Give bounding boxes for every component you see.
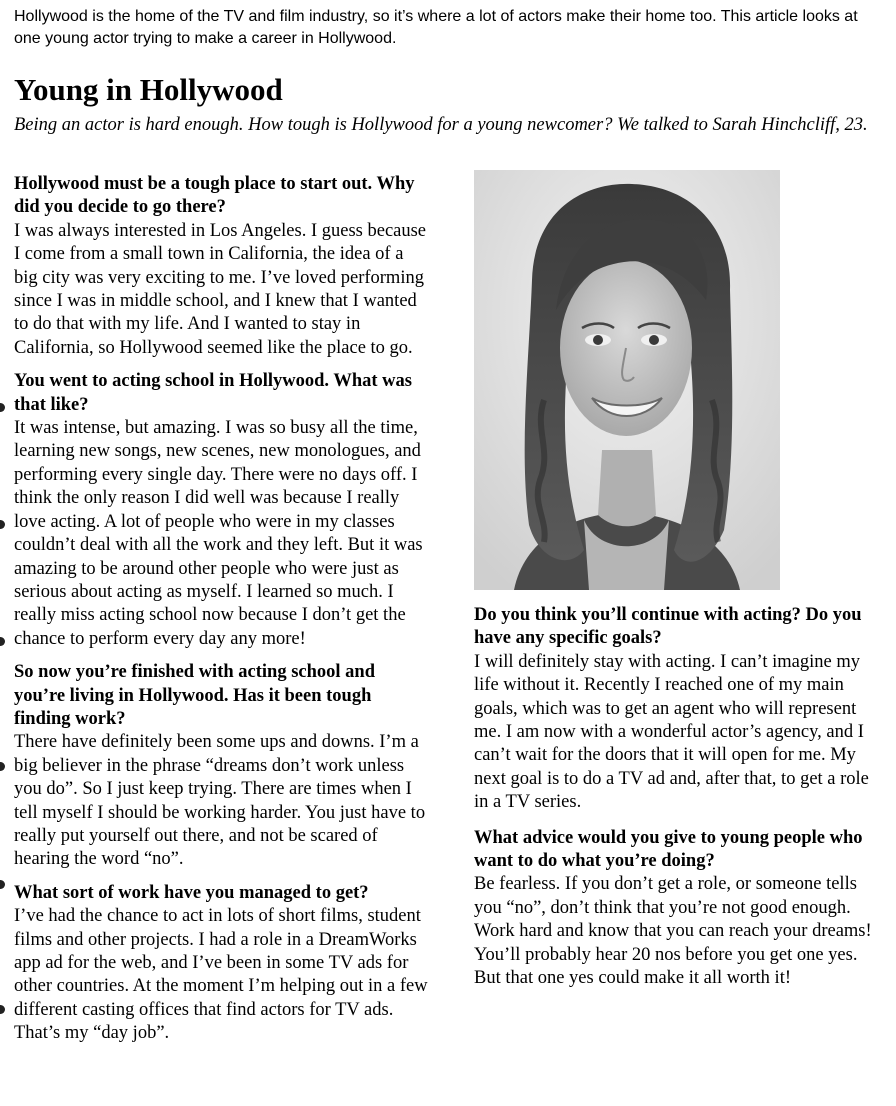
answer: There have definitely been some ups and downs. I’m a big believer in the phrase “dreams don’t work unless you do”. So I just keep trying. There are times when I tell myself I should be working harder. You just have to really put yourself out there, and not be scared of hearing the word “no”. bbox=[14, 732, 426, 870]
article-title: Young in Hollywood bbox=[14, 72, 283, 107]
question: Hollywood must be a tough place to start out. Why did you decide to go there? bbox=[14, 174, 415, 218]
left-margin-marker bbox=[0, 880, 5, 889]
answer: It was intense, but amazing. I was so busy all the time, learning new songs, new scenes, new monologues, and performing every single day. There were no days off. I think the only reason I did well was because I really love acting. A lot of people who were in my classes couldn’t deal with all the work and they left. But it was amazing to be around other people who were just as serious about acting as myself. I learned so much. I really miss acting school now because I don’t get the chance to perform every day any more! bbox=[14, 418, 423, 649]
qa-block bbox=[474, 604, 886, 815]
portrait-illustration bbox=[474, 170, 780, 590]
left-margin-marker bbox=[0, 520, 5, 529]
question: So now you’re finished with acting school and you’re living in Hollywood. Has it been tough finding work? bbox=[14, 662, 375, 729]
question: Do you think you’ll continue with acting? Do you have any specific goals? bbox=[474, 605, 862, 649]
qa-block bbox=[14, 370, 429, 651]
qa-block bbox=[14, 882, 429, 1046]
left-margin-marker bbox=[0, 1005, 5, 1014]
qa-block bbox=[14, 661, 429, 872]
left-column bbox=[14, 173, 429, 1056]
right-column bbox=[474, 604, 886, 1001]
qa-block bbox=[474, 827, 886, 991]
qa-block bbox=[14, 173, 429, 360]
question: You went to acting school in Hollywood. What was that like? bbox=[14, 371, 412, 415]
left-margin-marker bbox=[0, 762, 5, 771]
answer: I will definitely stay with acting. I can’t imagine my life without it. Recently I reached one of my main goals, which was to get an agent who will represent me. I am now with a wonderful actor’s agency, and I can’t wait for the doors that it will open for me. My next goal is to do a TV ad and, after that, to get a role in a TV series. bbox=[474, 651, 869, 813]
article-subtitle: Being an actor is hard enough. How tough is Hollywood for a young newcomer? We talked to Sarah Hinchcliff, 23. bbox=[14, 115, 868, 135]
question: What sort of work have you managed to get? bbox=[14, 882, 369, 903]
question: What advice would you give to young people who want to do what you’re doing? bbox=[474, 827, 863, 872]
answer: Be fearless. If you don’t get a role, or someone tells you “no”, don’t think that you’re not good enough. Work hard and know that you can reach your dreams! You’ll probably hear 20 nos before you get one yes. But that one yes could make it all worth it! bbox=[474, 874, 872, 989]
left-margin-marker bbox=[0, 403, 5, 412]
answer: I was always interested in Los Angeles. I guess because I come from a small town in California, the idea of a big city was very exciting to me. I’ve loved performing since I was in middle school, and I knew that I wanted to do that with my life. And I wanted to stay in California, so Hollywood seemed like the place to go. bbox=[14, 220, 427, 358]
left-margin-marker bbox=[0, 637, 5, 646]
answer: I’ve had the chance to act in lots of short films, student films and other projects. I had a role in a DreamWorks app ad for the web, and I’ve been in some TV ads for other countries. At the moment I’m helping out in a few different casting offices that find actors for TV ads. That’s my “day job”. bbox=[14, 906, 428, 1044]
intro-text: Hollywood is the home of the TV and film industry, so it’s where a lot of actors make their home too. This article looks at one young actor trying to make a career in Hollywood. bbox=[14, 8, 858, 47]
portrait-photo bbox=[474, 170, 780, 590]
